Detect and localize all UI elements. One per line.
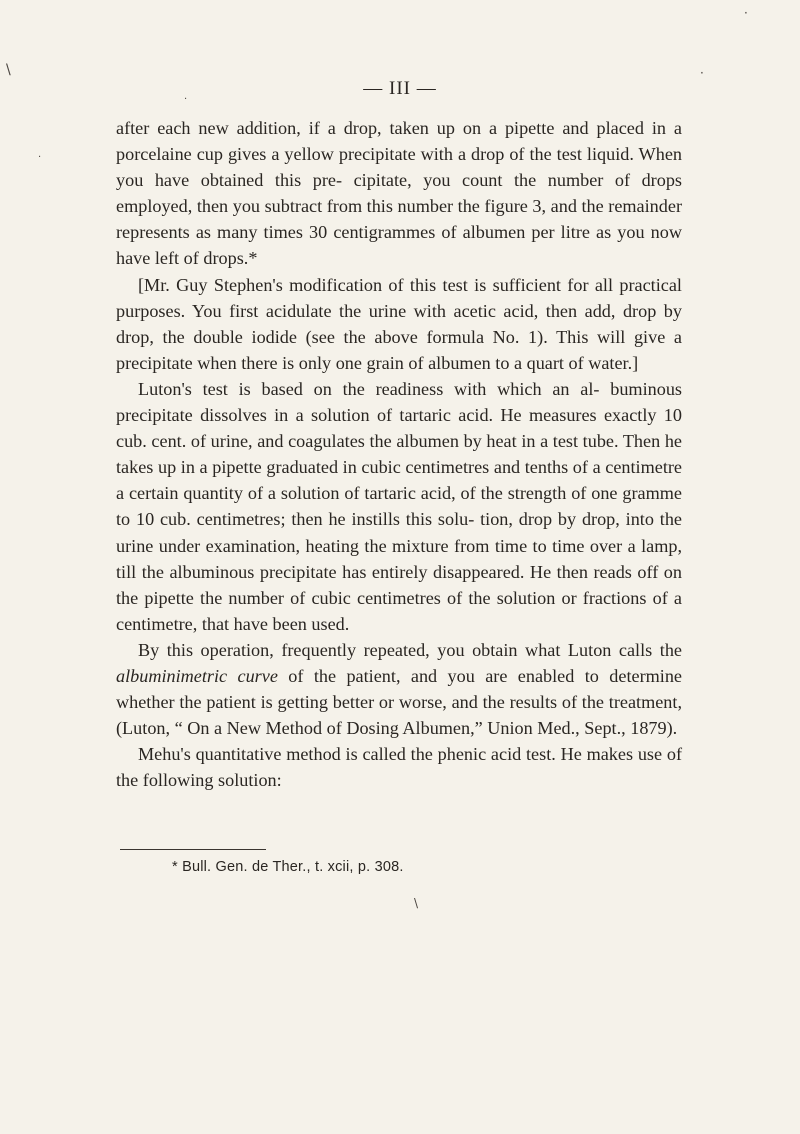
margin-dot: · (184, 94, 188, 105)
page-number: — III — (363, 78, 437, 99)
margin-dot: · (38, 152, 42, 163)
paragraph-5: Mehu's quantitative method is called the phenic acid test. He makes use of the following solution: (116, 744, 682, 791)
paragraph-4 (116, 637, 682, 741)
paragraph-1: after each new addition, if a drop, taken up on a pipette and placed in a porcelaine cup gives a yellow precipitate with a drop of the test liquid. When you have obtained this pre- cipitate, you count the number of drops employed, then you subtract from this number the figure 3, and the remainder represents as many times 30 centigrammes of albumen per litre as you now have left of drops.* (116, 118, 682, 269)
margin-mark: \ (6, 62, 11, 78)
margin-dot: · (700, 66, 704, 80)
paragraph-4-italic-term: albuminimetric curve (116, 665, 278, 686)
footnote-divider (120, 849, 266, 850)
paragraph-4-text-after: of the patient, and you are enabled to determine whether the patient is getting better or worse, and the results of the treatment, (Luton, “ On a New Method of Dosing Albumen,” Union Med., Sept., 1879). (116, 665, 682, 739)
body-text (116, 115, 682, 793)
paragraph-3: Luton's test is based on the readiness with which an al- buminous precipitate dissolves in a solution of tartaric acid. He measures exactly 10 cub. cent. of urine, and coagulates the albumen by heat in a test tube. Then he takes up in a pipette graduated in cubic centimetres and tenths of a centimetre a certain quantity of a solution of tartaric acid, of the strength of one gramme to 10 cub. centimetres; then he instills this solu- tion, drop by drop, into the urine under examination, heating the mixture from time to time over a lamp, till the albuminous precipitate has entirely disappeared. He then reads off on the pipette the number of cubic centimetres of the solution or fractions of a centimetre, that have been used. (116, 378, 682, 634)
footnote: * Bull. Gen. de Ther., t. xcii, p. 308. (172, 859, 404, 875)
margin-dot: · (744, 6, 748, 20)
paragraph-4-text-before: By this operation, frequently repeated, you obtain what Luton calls the (138, 639, 682, 660)
margin-mark: \ (414, 896, 419, 910)
paragraph-2: [Mr. Guy Stephen's modification of this test is sufficient for all practical purposes. You first acidulate the urine with acetic acid, then add, drop by drop, the double iodide (see the above formula No. 1). This will give a precipitate when there is only one grain of albumen to a quart of water.] (116, 274, 682, 373)
